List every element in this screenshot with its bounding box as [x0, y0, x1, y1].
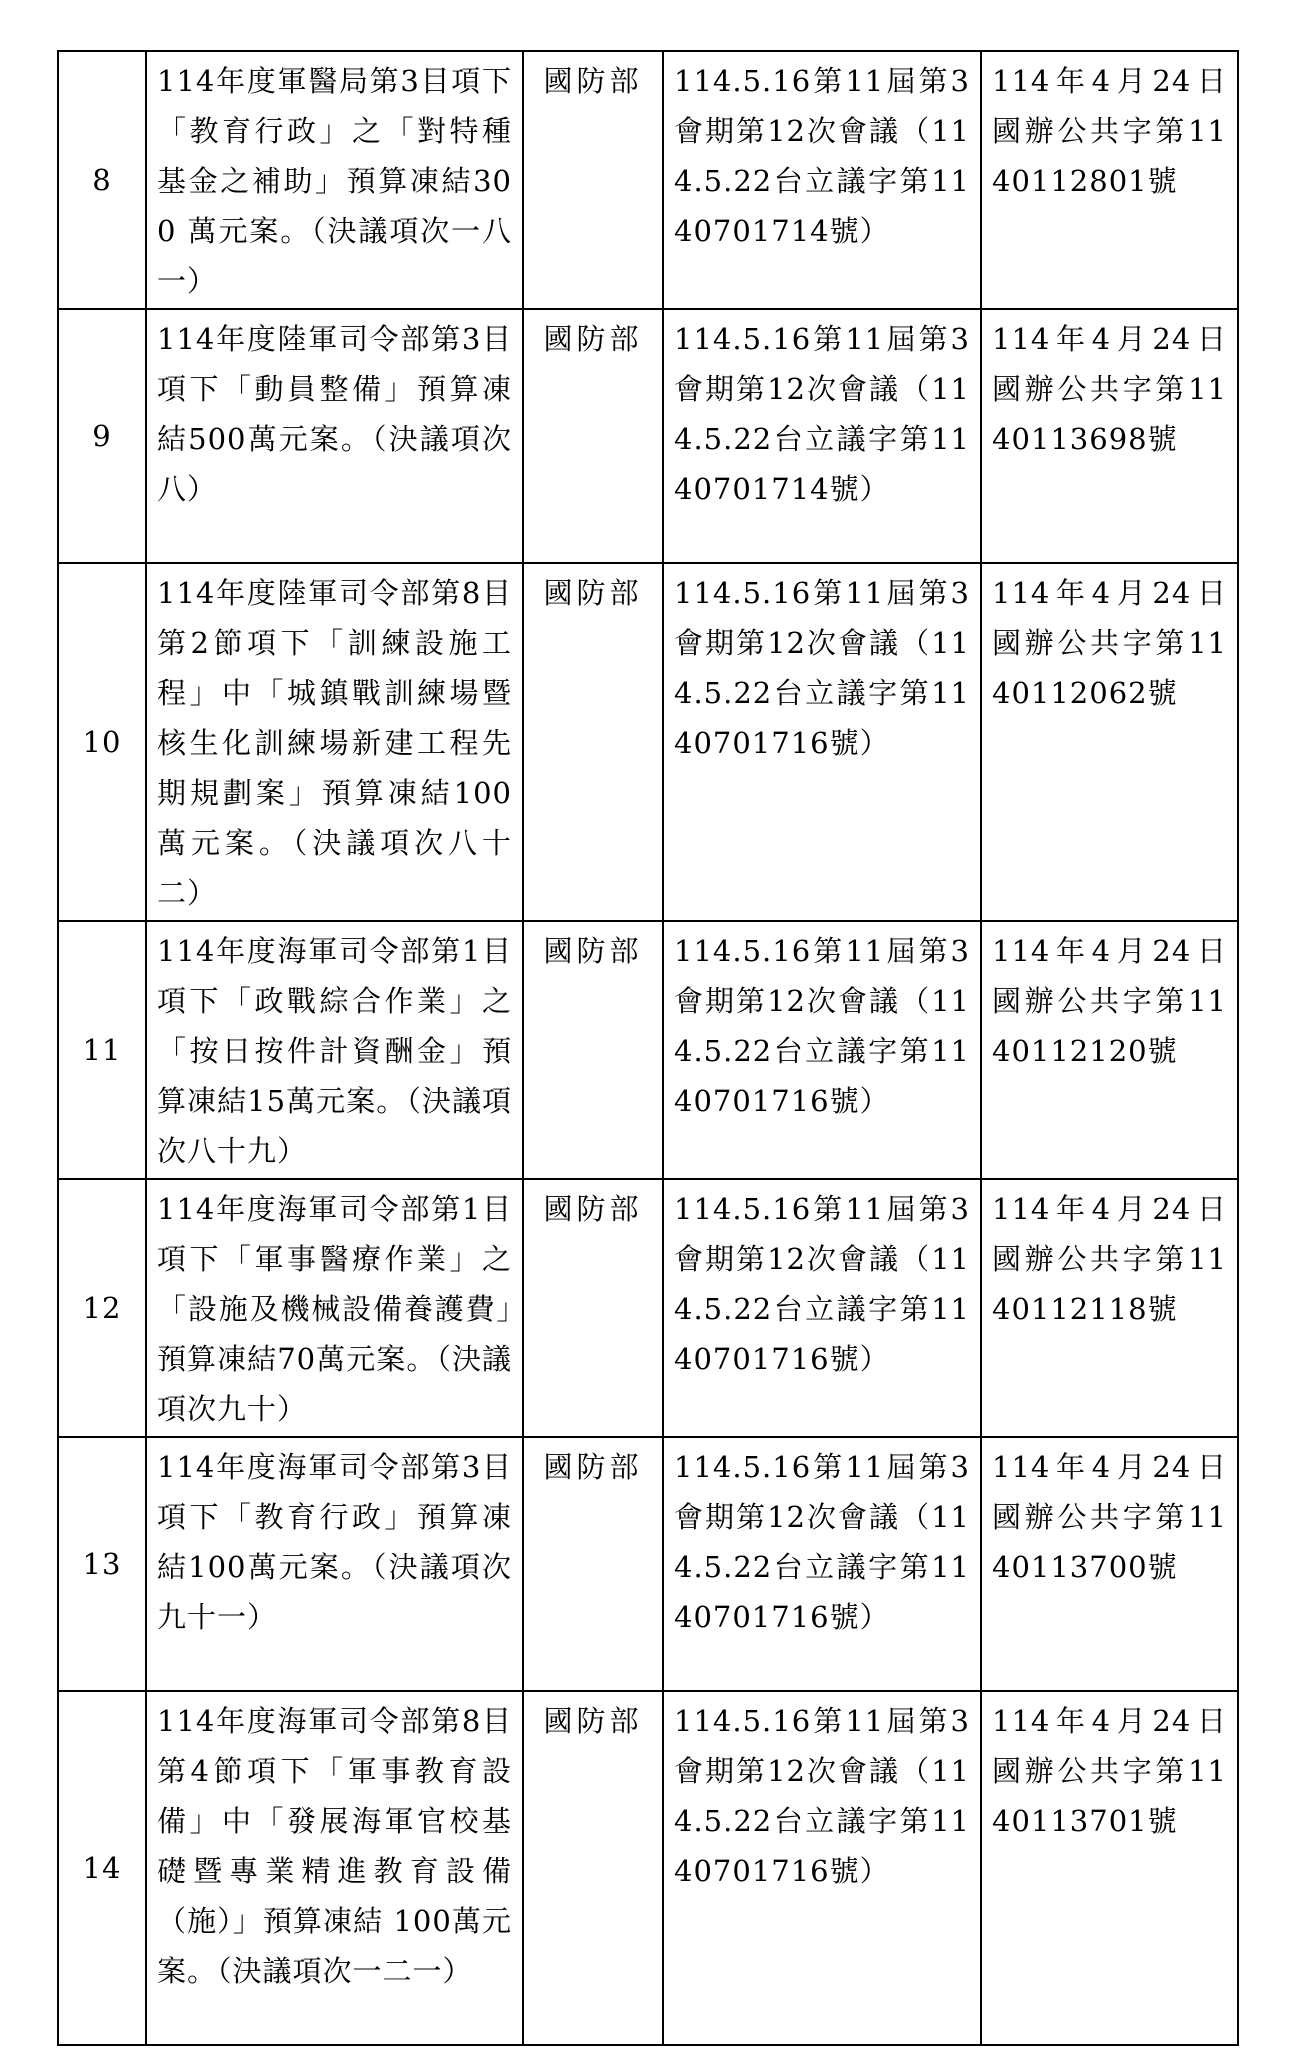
row-number: 13: [58, 1437, 146, 1691]
meeting-reference: 114.5.16第11屆第3會期第12次會議（114.5.22台立議字第1140701714號）: [663, 51, 981, 309]
row-number: 9: [58, 309, 146, 563]
document-reference: 114年4月24日國辦公共字第1140112801號: [981, 51, 1238, 309]
table-row: [58, 1179, 1238, 1437]
agency: 國防部: [523, 309, 663, 563]
agency: 國防部: [523, 1691, 663, 2045]
document-reference: 114年4月24日國辦公共字第1140113698號: [981, 309, 1238, 563]
document-reference: 114年4月24日國辦公共字第1140113700號: [981, 1437, 1238, 1691]
meeting-reference: 114.5.16第11屆第3會期第12次會議（114.5.22台立議字第1140701716號）: [663, 563, 981, 921]
table-row: [58, 51, 1238, 309]
agency: 國防部: [523, 1179, 663, 1437]
row-number: 10: [58, 563, 146, 921]
row-number: 8: [58, 51, 146, 309]
meeting-reference: 114.5.16第11屆第3會期第12次會議（114.5.22台立議字第1140701716號）: [663, 1437, 981, 1691]
item-description: 114年度海軍司令部第3目項下「教育行政」預算凍結100萬元案。（決議項次九十一）: [146, 1437, 523, 1691]
meeting-reference: 114.5.16第11屆第3會期第12次會議（114.5.22台立議字第1140701716號）: [663, 1179, 981, 1437]
budget-freeze-table: [57, 50, 1239, 2046]
row-number: 12: [58, 1179, 146, 1437]
item-description: 114年度陸軍司令部第3目項下「動員整備」預算凍結500萬元案。（決議項次八）: [146, 309, 523, 563]
document-reference: 114年4月24日國辦公共字第1140112062號: [981, 563, 1238, 921]
table-row: [58, 563, 1238, 921]
table-row: [58, 1437, 1238, 1691]
document-reference: 114年4月24日國辦公共字第1140112118號: [981, 1179, 1238, 1437]
agency: 國防部: [523, 1437, 663, 1691]
agency: 國防部: [523, 921, 663, 1179]
meeting-reference: 114.5.16第11屆第3會期第12次會議（114.5.22台立議字第1140701714號）: [663, 309, 981, 563]
table-row: [58, 1691, 1238, 2045]
row-number: 11: [58, 921, 146, 1179]
table-row: [58, 921, 1238, 1179]
document-page: [57, 50, 1237, 2046]
item-description: 114年度海軍司令部第1目項下「軍事醫療作業」之「設施及機械設備養護費」預算凍結70萬元案。（決議項次九十）: [146, 1179, 523, 1437]
meeting-reference: 114.5.16第11屆第3會期第12次會議（114.5.22台立議字第1140701716號）: [663, 1691, 981, 2045]
document-reference: 114年4月24日國辦公共字第1140113701號: [981, 1691, 1238, 2045]
document-reference: 114年4月24日國辦公共字第1140112120號: [981, 921, 1238, 1179]
item-description: 114年度海軍司令部第1目項下「政戰綜合作業」之「按日按件計資酬金」預算凍結15萬元案。（決議項次八十九）: [146, 921, 523, 1179]
row-number: 14: [58, 1691, 146, 2045]
meeting-reference: 114.5.16第11屆第3會期第12次會議（114.5.22台立議字第1140701716號）: [663, 921, 981, 1179]
table-row: [58, 309, 1238, 563]
item-description: 114年度海軍司令部第8目第4節項下「軍事教育設備」中「發展海軍官校基礎暨專業精進教育設備（施）」預算凍結 100萬元案。（決議項次一二一）: [146, 1691, 523, 2045]
agency: 國防部: [523, 51, 663, 309]
item-description: 114年度陸軍司令部第8目第2節項下「訓練設施工程」中「城鎮戰訓練場暨核生化訓練場新建工程先期規劃案」預算凍結100 萬元案。（決議項次八十二）: [146, 563, 523, 921]
item-description: 114年度軍醫局第3目項下「教育行政」之「對特種基金之補助」預算凍結300 萬元案。（決議項次一八一）: [146, 51, 523, 309]
agency: 國防部: [523, 563, 663, 921]
